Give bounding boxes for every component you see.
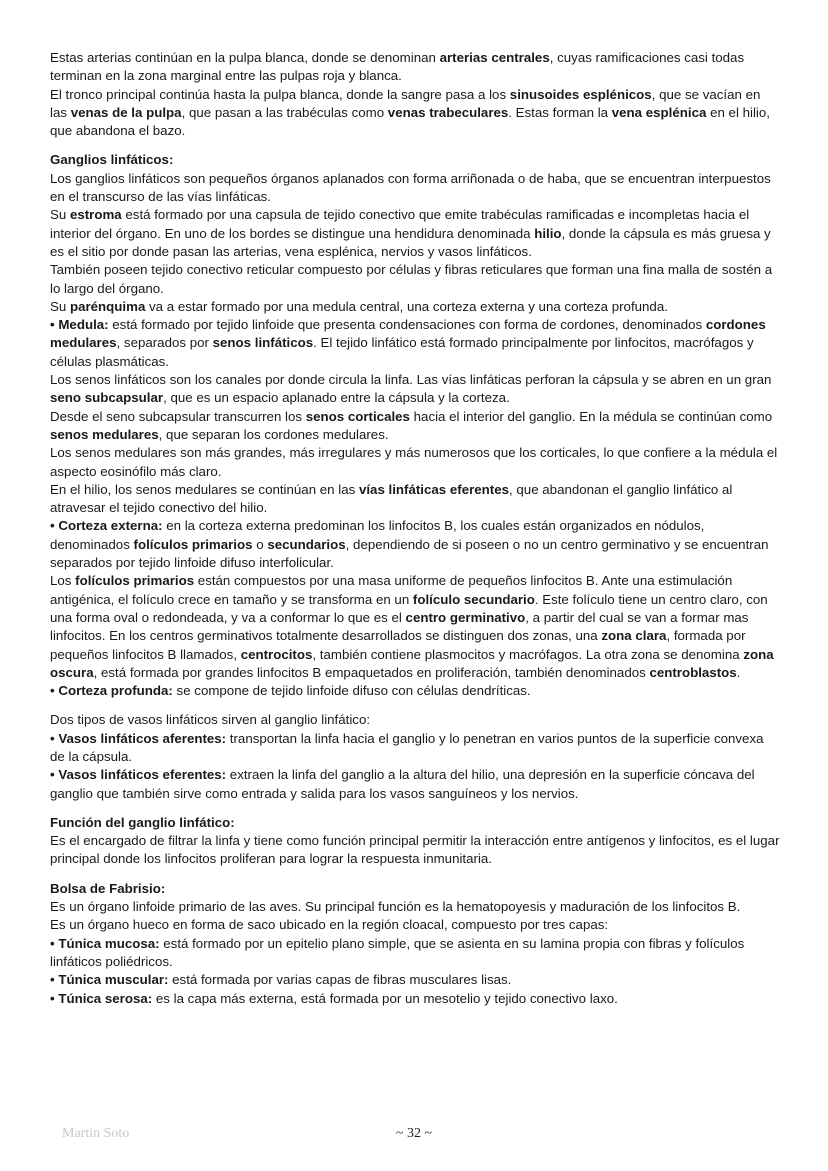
bold-term: hilio: [534, 225, 562, 241]
text-run: hacia el interior del ganglio. En la médula se continúan como: [409, 408, 773, 424]
text-run: Desde el seno subcapsular transcurren los: [50, 408, 306, 424]
bold-term: parénquima: [69, 298, 146, 314]
bold-term: estroma: [69, 207, 122, 223]
bold-term: centrocitos: [240, 646, 313, 662]
bold-term: folículos primarios: [75, 573, 195, 589]
text-run: También poseen tejido conectivo reticular compuesto por células y fibras reticulares que forman una fina malla de sostén a lo largo del órgano.: [50, 262, 773, 296]
text-run: Estas arterias continúan en la pulpa blanca, donde se denominan: [50, 50, 440, 65]
bold-term: vena esplénica: [611, 104, 707, 120]
bold-term: zona oscura: [50, 646, 774, 680]
bold-term: Ganglios linfáticos:: [50, 152, 174, 168]
text-run: Su: [50, 207, 70, 223]
bullet-paragraph: [50, 971, 780, 989]
text-run: .: [736, 664, 741, 680]
text-run: Es un órgano hueco en forma de saco ubicado en la región cloacal, compuesto por tres capas:: [50, 917, 609, 933]
text-run: En el hilio, los senos medulares se continúan en las: [50, 481, 359, 497]
bullet-paragraph: [50, 682, 780, 700]
text-run: . Este folículo tiene un centro claro, con una forma oval o redondeada, y va a conformar lo que es el: [50, 591, 768, 625]
text-run: en la corteza externa predominan los linfocitos B, los cuales están organizados en nódulos, denominados: [50, 518, 705, 552]
bullet-paragraph: [50, 990, 780, 1008]
bold-term: • Medula:: [50, 317, 109, 333]
text-run: extraen la linfa del ganglio a la altura del hilio, una depresión en la superficie cóncava del ganglio que también sirve como entrada y salida para los vasos sanguíneos y los nervios.: [50, 767, 755, 801]
text-run: , formada por pequeños linfocitos B llamados,: [50, 628, 746, 662]
paragraph: [50, 170, 780, 207]
text-run: Dos tipos de vasos linfáticos sirven al ganglio linfático:: [50, 712, 371, 728]
text-run: , que pasan a las trabéculas como: [181, 104, 388, 120]
text-run: está formado por un epitelio plano simple, que se asienta en su lamina propia con fibras y folículos linfáticos poliédricos.: [50, 935, 745, 969]
text-run: en el hilio, que abandona el bazo.: [50, 104, 770, 139]
bold-term: Función del ganglio linfático:: [50, 814, 235, 830]
paragraph: [50, 86, 780, 141]
text-run: Los senos linfáticos son los canales por donde circula la linfa. Las vías linfáticas perforan la cápsula y se abren en un gran: [50, 372, 772, 388]
text-run: Los senos medulares son más grandes, más irregulares y más numerosos que los corticales, lo que confiere a la médula el aspecto eosinófilo más claro.: [50, 445, 778, 479]
text-run: El tronco principal continúa hasta la pulpa blanca, donde la sangre pasa a los: [50, 86, 510, 102]
bold-term: cordones medulares: [50, 317, 766, 351]
paragraph: [50, 261, 780, 298]
bold-term: • Corteza profunda:: [50, 683, 173, 699]
text-run: es la capa más externa, está formada por un mesotelio y tejido conectivo laxo.: [152, 990, 618, 1006]
section-heading-funcion: [50, 814, 780, 832]
paragraph: [50, 832, 780, 869]
text-run: Los: [50, 573, 76, 589]
bold-term: venas de la pulpa: [70, 104, 182, 120]
paragraph: [50, 49, 780, 86]
text-run: , que separan los cordones medulares.: [158, 426, 389, 442]
text-run: , está formada por grandes linfocitos B empaquetados en proliferación, también denominados: [93, 664, 650, 680]
bold-term: senos corticales: [305, 408, 410, 424]
text-run: , cuyas ramificaciones casi todas terminan en la zona marginal entre las pulpas roja y blanca.: [50, 50, 745, 84]
bold-term: vías linfáticas eferentes: [358, 481, 510, 497]
bold-term: • Túnica mucosa:: [50, 935, 160, 951]
text-run: están compuestos por una masa uniforme de pequeños linfocitos B. Ante una estimulación antigénica, el folículo crece en tamaño y se transforma en un: [50, 573, 733, 607]
bold-term: senos medulares: [50, 426, 159, 442]
text-run: , que abandonan el ganglio linfático al atravesar el tejido conectivo del hilio.: [50, 481, 733, 516]
footer-author: Martin Soto: [62, 1126, 130, 1141]
text-run: transportan la linfa hacia el ganglio y lo penetran en varios puntos de la superficie convexa de la cápsula.: [50, 730, 764, 764]
text-run: . Estas forman la: [508, 104, 612, 120]
bold-term: • Vasos linfáticos eferentes:: [50, 767, 227, 783]
text-run: , separados por: [116, 335, 213, 351]
bullet-paragraph: [50, 766, 780, 803]
text-run: o: [252, 536, 268, 552]
text-run: está formado por tejido linfoide que presenta condensaciones con forma de cordones, denominados: [108, 317, 706, 333]
bold-term: centro germinativo: [405, 609, 526, 625]
bullet-paragraph: [50, 935, 780, 972]
section-heading-ganglios: [50, 151, 780, 169]
bold-term: • Túnica serosa:: [50, 990, 153, 1006]
bullet-paragraph: [50, 517, 780, 572]
text-run: se compone de tejido linfoide difuso con células dendríticas.: [172, 683, 531, 699]
bold-term: folículos primarios: [133, 536, 253, 552]
text-run: , a partir del cual se van a formar mas linfocitos. En los centros germinativos totalmente desarrollados se distinguen dos zonas, una: [50, 609, 749, 644]
text-run: está formado por una capsula de tejido conectivo que emite trabéculas ramificadas e incompletas hacia el interior del órgano. En uno de los bordes se distingue una hendidura denominada: [50, 207, 750, 241]
bold-term: centroblastos: [649, 664, 737, 680]
bold-term: arterias centrales: [439, 50, 550, 65]
bullet-paragraph: [50, 316, 780, 371]
paragraph: [50, 916, 780, 934]
bold-term: zona clara: [601, 628, 667, 644]
text-run: va a estar formado por una medula central, una corteza externa y una corteza profunda.: [145, 298, 668, 314]
text-run: , que es un espacio aplanado entre la cápsula y la corteza.: [163, 390, 510, 406]
paragraph: [50, 408, 780, 445]
bold-term: Bolsa de Fabrisio:: [50, 880, 166, 896]
paragraph: [50, 481, 780, 518]
bold-term: senos linfáticos: [212, 335, 314, 351]
document-body: [50, 49, 780, 1008]
paragraph: [50, 371, 780, 408]
section-heading-bolsa: [50, 880, 780, 898]
page-number: ~ 32 ~: [395, 1126, 433, 1141]
bold-term: secundarios: [267, 536, 346, 552]
bold-term: • Vasos linfáticos aferentes:: [50, 730, 227, 746]
paragraph: [50, 298, 780, 316]
bold-term: • Corteza externa:: [50, 518, 163, 534]
text-run: , que se vacían en las: [50, 86, 761, 120]
text-run: Es un órgano linfoide primario de las aves. Su principal función es la hematopoyesis y maduración de los linfocitos B.: [50, 899, 741, 915]
text-run: Es el encargado de filtrar la linfa y tiene como función principal permitir la interacción entre antígenos y linfocitos, es el lugar principal donde los linfocitos proliferan para lograr la respuesta inmunitaria.: [50, 833, 780, 867]
paragraph: [50, 572, 780, 682]
bold-term: seno subcapsular: [50, 390, 164, 406]
text-run: , también contiene plasmocitos y macrófagos. La otra zona se denomina: [312, 646, 744, 662]
text-run: , donde la cápsula es más gruesa y es el sitio por donde pasan las arterias, vena esplénica, nervios y vasos linfáticos.: [50, 225, 771, 259]
bullet-paragraph: [50, 730, 780, 767]
paragraph: [50, 898, 780, 916]
text-run: está formada por varias capas de fibras musculares lisas.: [168, 972, 512, 988]
bold-term: folículo secundario: [412, 591, 535, 607]
bold-term: • Túnica muscular:: [50, 972, 169, 988]
bold-term: sinusoides esplénicos: [509, 86, 652, 102]
paragraph: [50, 206, 780, 261]
text-run: , dependiendo de si poseen o no un centro germinativo y se encuentran separados por tejido linfoide difuso interfolicular.: [50, 536, 769, 571]
bold-term: venas trabeculares: [387, 104, 509, 120]
paragraph: [50, 444, 780, 481]
text-run: Su: [50, 298, 70, 314]
text-run: Los ganglios linfáticos son pequeños órganos aplanados con forma arriñonada o de haba, que se encuentran interpuestos en el transcurso de las vías linfáticas.: [50, 170, 771, 205]
text-run: . El tejido linfático está formado principalmente por linfocitos, macrófagos y células plasmáticas.: [50, 335, 754, 369]
paragraph: [50, 711, 780, 729]
